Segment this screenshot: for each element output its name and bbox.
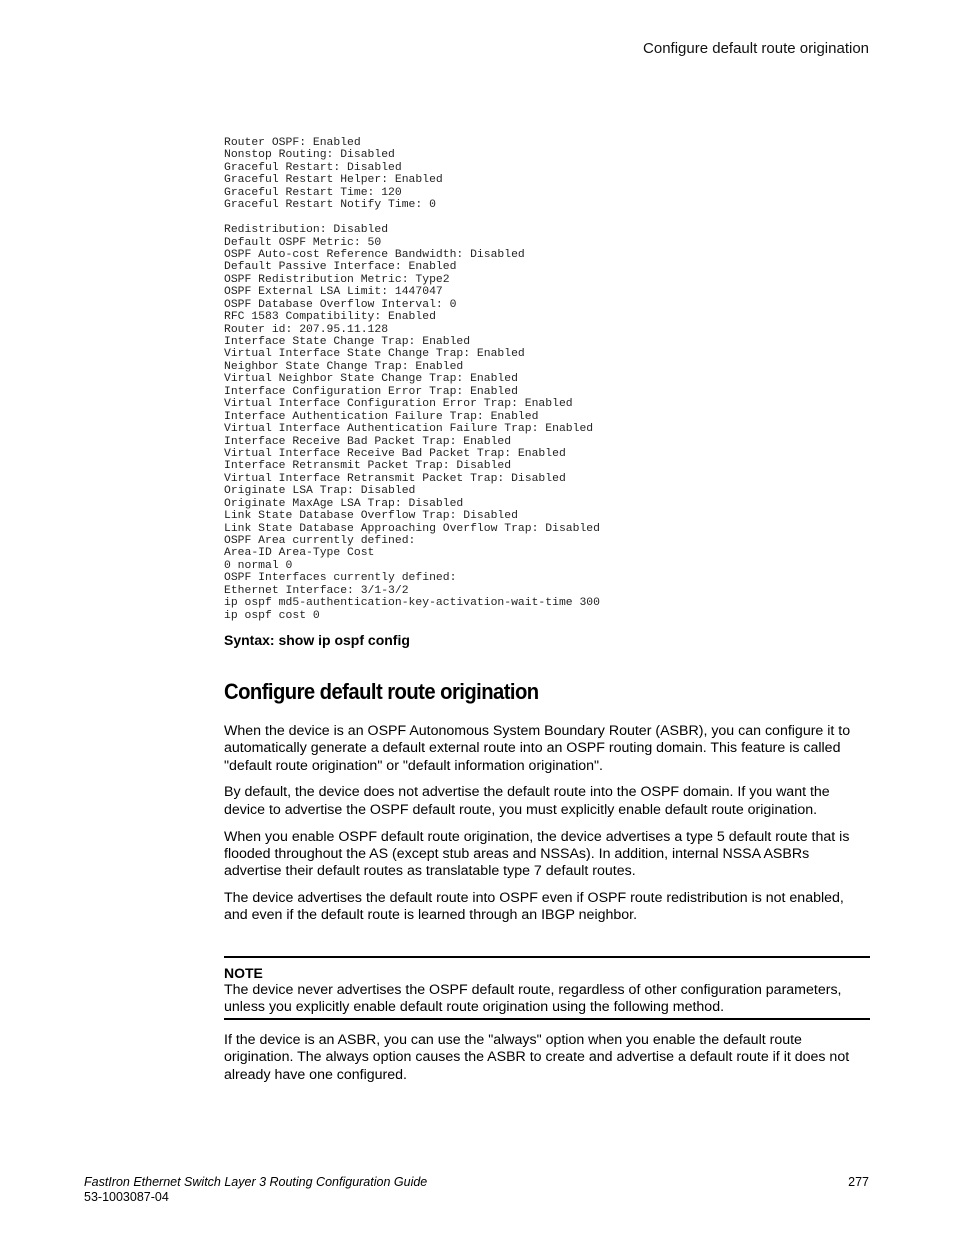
code-line: Originate LSA Trap: Disabled <box>224 485 416 498</box>
note-text: The device never advertises the OSPF default route, regardless of other configuration parameters, unless you explicitly enable default route origination using the following method. <box>224 981 842 1015</box>
section-title: Configure default route origination <box>224 679 539 705</box>
code-line: Graceful Restart: Disabled <box>224 161 402 174</box>
code-line: OSPF External LSA Limit: 1447047 <box>224 286 443 299</box>
code-line: Originate MaxAge LSA Trap: Disabled <box>224 497 464 510</box>
page-content <box>224 137 870 1094</box>
code-line: Area-ID Area-Type Cost <box>224 547 375 560</box>
code-line: Ethernet Interface: 3/1-3/2 <box>224 584 409 597</box>
code-line: Graceful Restart Notify Time: 0 <box>224 199 436 212</box>
code-line: Interface Authentication Failure Trap: Enabled <box>224 410 539 423</box>
footer-page-number: 277 <box>848 1175 869 1189</box>
code-line: Graceful Restart Time: 120 <box>224 186 402 199</box>
code-line: Default OSPF Metric: 50 <box>224 236 382 249</box>
code-line: Router OSPF: Enabled <box>224 137 361 149</box>
code-line: Interface Configuration Error Trap: Enabled <box>224 385 518 398</box>
code-line: Neighbor State Change Trap: Enabled <box>224 360 464 373</box>
paragraph: By default, the device does not advertise the default route into the OSPF domain. If you want the device to advertise the OSPF default route, you must explicitly enable default route origination. <box>224 784 830 818</box>
code-block <box>224 137 870 622</box>
code-line: Virtual Interface State Change Trap: Enabled <box>224 348 525 361</box>
code-line: Nonstop Routing: Disabled <box>224 149 395 162</box>
code-line: Virtual Interface Authentication Failure Trap: Enabled <box>224 423 594 436</box>
code-line: OSPF Redistribution Metric: Type2 <box>224 273 450 286</box>
code-line: OSPF Database Overflow Interval: 0 <box>224 298 457 311</box>
code-line: RFC 1583 Compatibility: Enabled <box>224 311 436 324</box>
code-line: OSPF Auto-cost Reference Bandwidth: Disabled <box>224 248 525 261</box>
code-line: Link State Database Approaching Overflow Trap: Disabled <box>224 522 600 535</box>
paragraph: When you enable OSPF default route origination, the device advertises a type 5 default route that is flooded throughout the AS (except stub areas and NSSAs). In addition, internal NSSA ASBRs advertise their default routes as translatable type 7 default routes. <box>224 828 850 880</box>
code-line: Virtual Interface Receive Bad Packet Trap: Enabled <box>224 447 566 460</box>
paragraph: If the device is an ASBR, you can use the "always" option when you enable the default route origination. The always option causes the ASBR to create and advertise a default route if it does not already have one configured. <box>224 1032 850 1083</box>
code-line: ip ospf md5-authentication-key-activation-wait-time 300 <box>224 597 600 610</box>
footer-guide-title: FastIron Ethernet Switch Layer 3 Routing Configuration Guide <box>84 1175 428 1189</box>
code-line: Redistribution: Disabled <box>224 224 389 237</box>
code-line: Virtual Neighbor State Change Trap: Enabled <box>224 373 518 386</box>
code-line: Virtual Interface Configuration Error Trap: Enabled <box>224 398 573 411</box>
footer-doc-number: 53-1003087-04 <box>84 1190 169 1204</box>
footer-left <box>84 1175 427 1205</box>
code-line: 0 normal 0 <box>224 559 293 572</box>
syntax-line: Syntax: show ip ospf config <box>224 632 410 649</box>
running-header: Configure default route origination <box>643 40 869 57</box>
code-line <box>224 212 870 224</box>
code-line: OSPF Interfaces currently defined: <box>224 572 457 585</box>
code-line: Graceful Restart Helper: Enabled <box>224 174 443 187</box>
code-line: Virtual Interface Retransmit Packet Trap: Disabled <box>224 472 566 485</box>
paragraph: When the device is an OSPF Autonomous System Boundary Router (ASBR), you can configure it to automatically generate a default external route into an OSPF routing domain. This feature is called "default route origination" or "default information origination". <box>224 723 851 774</box>
note-box <box>224 956 870 1021</box>
paragraph: The device advertises the default route into OSPF even if OSPF route redistribution is not enabled, and even if the default route is learned through an IBGP neighbor. <box>224 889 844 924</box>
code-line: OSPF Area currently defined: <box>224 535 416 547</box>
note-label: NOTE <box>224 964 263 981</box>
code-line: Interface Receive Bad Packet Trap: Enabled <box>224 435 512 448</box>
code-line: Link State Database Overflow Trap: Disabled <box>224 510 518 523</box>
code-line: Router id: 207.95.11.128 <box>224 323 389 336</box>
code-line: ip ospf cost 0 <box>224 609 320 622</box>
code-line: Default Passive Interface: Enabled <box>224 261 457 274</box>
code-line: Interface Retransmit Packet Trap: Disabled <box>224 460 512 473</box>
code-line: Interface State Change Trap: Enabled <box>224 336 471 348</box>
